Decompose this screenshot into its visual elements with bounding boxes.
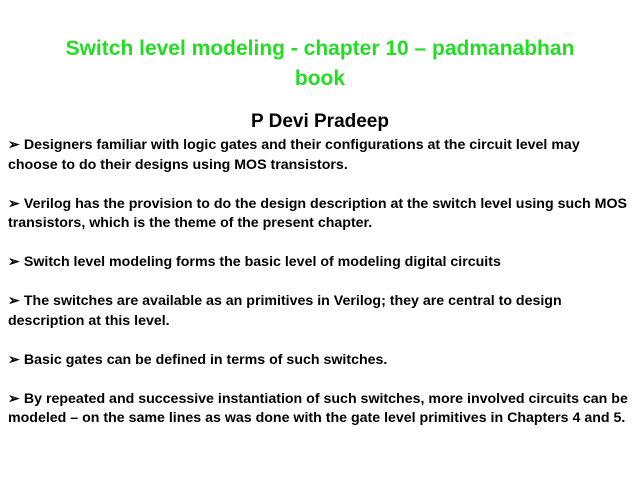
- bullet-item: [8, 253, 633, 273]
- author-name: P Devi Pradeep: [250, 111, 389, 132]
- bullet-text: By repeated and successive instantiation of such switches, more involved circuits can be modeled – on the same lines as was done with the gate level primitives in Chapters 4 and 5.: [8, 390, 628, 426]
- arrow-bullet-icon: ➢: [8, 254, 20, 270]
- bullet-list: [8, 136, 633, 429]
- bullet-item: [8, 195, 633, 234]
- bullet-item: [8, 136, 633, 175]
- arrow-bullet-icon: ➢: [8, 293, 20, 309]
- bullet-text: The switches are available as an primitives in Verilog; they are central to design description at this level.: [8, 293, 562, 329]
- arrow-bullet-icon: ➢: [8, 195, 20, 212]
- bullet-item: [8, 351, 633, 371]
- bullet-text: Designers familiar with logic gates and their configurations at the circuit level may choose to do their designs using MOS transistors.: [8, 137, 580, 173]
- arrow-bullet-icon: ➢: [8, 137, 20, 153]
- bullet-text: Verilog has the provision to do the design description at the switch level using such MOS transistors, which is the theme of the present chapter.: [8, 195, 627, 231]
- bullet-item: [8, 390, 633, 429]
- bullet-item: [8, 292, 633, 331]
- arrow-bullet-icon: ➢: [8, 351, 20, 368]
- bullet-text: Switch level modeling forms the basic level of modeling digital circuits: [23, 254, 501, 270]
- arrow-bullet-icon: ➢: [8, 390, 20, 407]
- bullet-text: Basic gates can be defined in terms of such switches.: [23, 351, 388, 368]
- slide-title: Switch level modeling - chapter 10 – padmanabhan book: [65, 37, 575, 90]
